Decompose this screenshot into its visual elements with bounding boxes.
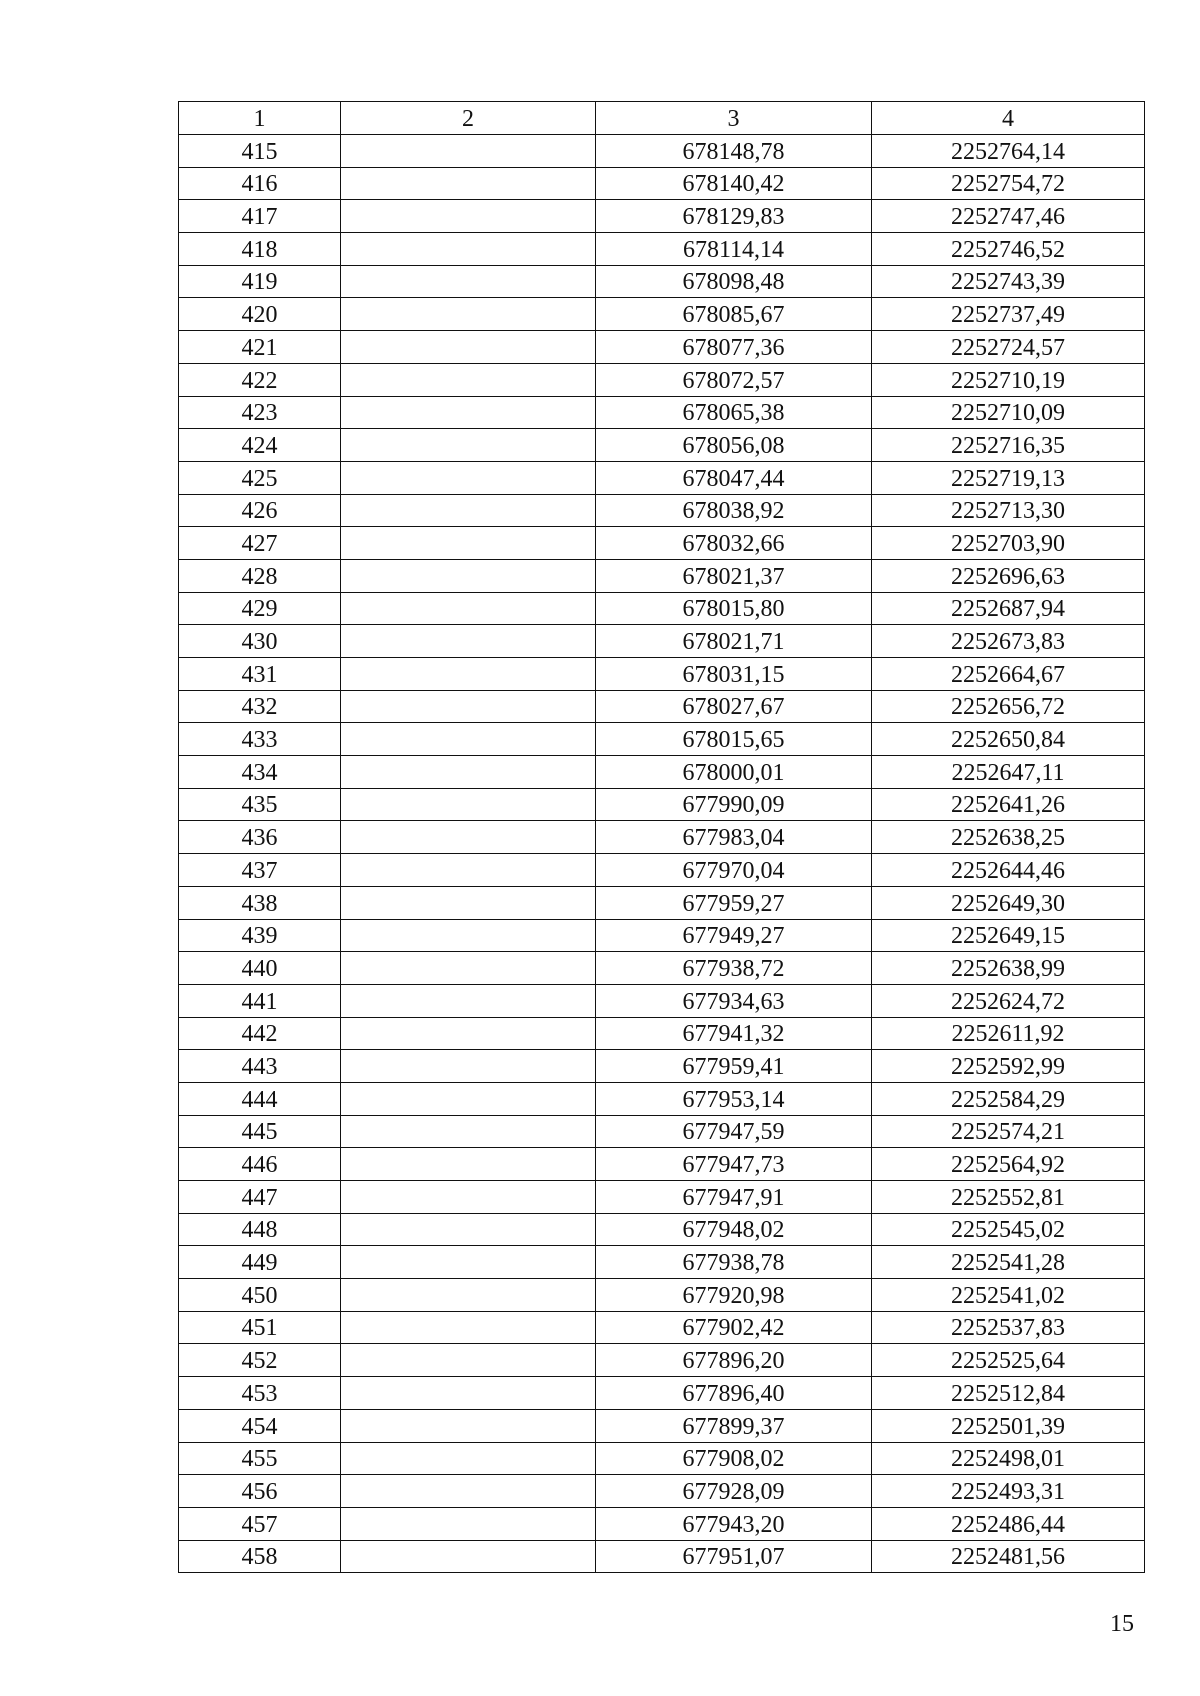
empty-cell	[341, 821, 596, 854]
empty-cell	[341, 331, 596, 364]
empty-cell	[341, 298, 596, 331]
y-coordinate-cell: 2252649,15	[872, 919, 1145, 952]
empty-cell	[341, 1115, 596, 1148]
x-coordinate-cell: 678015,65	[596, 723, 872, 756]
table-row	[179, 265, 1145, 298]
table-row	[179, 527, 1145, 560]
y-coordinate-cell: 2252764,14	[872, 135, 1145, 168]
point-number-cell: 458	[179, 1540, 341, 1573]
x-coordinate-cell: 677990,09	[596, 788, 872, 821]
point-number-cell: 451	[179, 1311, 341, 1344]
table-row	[179, 1377, 1145, 1410]
x-coordinate-cell: 677949,27	[596, 919, 872, 952]
table-row	[179, 886, 1145, 919]
table-row	[179, 331, 1145, 364]
table-row	[179, 1475, 1145, 1508]
empty-cell	[341, 854, 596, 887]
x-coordinate-cell: 677943,20	[596, 1507, 872, 1540]
point-number-cell: 433	[179, 723, 341, 756]
y-coordinate-cell: 2252486,44	[872, 1507, 1145, 1540]
x-coordinate-cell: 677902,42	[596, 1311, 872, 1344]
point-number-cell: 445	[179, 1115, 341, 1148]
x-coordinate-cell: 678056,08	[596, 429, 872, 462]
table-body	[179, 135, 1145, 1573]
x-coordinate-cell: 678129,83	[596, 200, 872, 233]
point-number-cell: 441	[179, 984, 341, 1017]
empty-cell	[341, 1279, 596, 1312]
table-row	[179, 756, 1145, 789]
empty-cell	[341, 1246, 596, 1279]
empty-cell	[341, 233, 596, 266]
x-coordinate-cell: 677934,63	[596, 984, 872, 1017]
x-coordinate-cell: 677928,09	[596, 1475, 872, 1508]
table-row	[179, 658, 1145, 691]
y-coordinate-cell: 2252703,90	[872, 527, 1145, 560]
x-coordinate-cell: 678047,44	[596, 461, 872, 494]
table-row	[179, 1181, 1145, 1214]
x-coordinate-cell: 677959,41	[596, 1050, 872, 1083]
y-coordinate-cell: 2252501,39	[872, 1409, 1145, 1442]
y-coordinate-cell: 2252641,26	[872, 788, 1145, 821]
x-coordinate-cell: 678140,42	[596, 167, 872, 200]
point-number-cell: 436	[179, 821, 341, 854]
x-coordinate-cell: 677983,04	[596, 821, 872, 854]
table-row	[179, 1115, 1145, 1148]
table-row	[179, 592, 1145, 625]
x-coordinate-cell: 677896,20	[596, 1344, 872, 1377]
table-row	[179, 429, 1145, 462]
point-number-cell: 423	[179, 396, 341, 429]
x-coordinate-cell: 677951,07	[596, 1540, 872, 1573]
table-row	[179, 625, 1145, 658]
y-coordinate-cell: 2252696,63	[872, 559, 1145, 592]
column-header-4: 4	[872, 102, 1145, 135]
empty-cell	[341, 494, 596, 527]
table-row	[179, 919, 1145, 952]
x-coordinate-cell: 678038,92	[596, 494, 872, 527]
point-number-cell: 455	[179, 1442, 341, 1475]
y-coordinate-cell: 2252545,02	[872, 1213, 1145, 1246]
point-number-cell: 454	[179, 1409, 341, 1442]
empty-cell	[341, 1409, 596, 1442]
point-number-cell: 431	[179, 658, 341, 691]
x-coordinate-cell: 678031,15	[596, 658, 872, 691]
point-number-cell: 427	[179, 527, 341, 560]
empty-cell	[341, 690, 596, 723]
table-row	[179, 1442, 1145, 1475]
point-number-cell: 456	[179, 1475, 341, 1508]
x-coordinate-cell: 678098,48	[596, 265, 872, 298]
point-number-cell: 420	[179, 298, 341, 331]
x-coordinate-cell: 678021,37	[596, 559, 872, 592]
x-coordinate-cell: 678065,38	[596, 396, 872, 429]
x-coordinate-cell: 677947,73	[596, 1148, 872, 1181]
table-row	[179, 167, 1145, 200]
point-number-cell: 452	[179, 1344, 341, 1377]
x-coordinate-cell: 677938,72	[596, 952, 872, 985]
page-number: 15	[1110, 1611, 1134, 1637]
x-coordinate-cell: 677947,59	[596, 1115, 872, 1148]
x-coordinate-cell: 678148,78	[596, 135, 872, 168]
table-row	[179, 1082, 1145, 1115]
point-number-cell: 432	[179, 690, 341, 723]
y-coordinate-cell: 2252624,72	[872, 984, 1145, 1017]
table-row	[179, 723, 1145, 756]
table-row	[179, 1311, 1145, 1344]
empty-cell	[341, 429, 596, 462]
x-coordinate-cell: 677959,27	[596, 886, 872, 919]
empty-cell	[341, 527, 596, 560]
point-number-cell: 457	[179, 1507, 341, 1540]
y-coordinate-cell: 2252498,01	[872, 1442, 1145, 1475]
x-coordinate-cell: 677948,02	[596, 1213, 872, 1246]
point-number-cell: 450	[179, 1279, 341, 1312]
x-coordinate-cell: 677908,02	[596, 1442, 872, 1475]
point-number-cell: 453	[179, 1377, 341, 1410]
table-row	[179, 298, 1145, 331]
point-number-cell: 425	[179, 461, 341, 494]
x-coordinate-cell: 677947,91	[596, 1181, 872, 1214]
y-coordinate-cell: 2252713,30	[872, 494, 1145, 527]
x-coordinate-cell: 678021,71	[596, 625, 872, 658]
point-number-cell: 416	[179, 167, 341, 200]
y-coordinate-cell: 2252747,46	[872, 200, 1145, 233]
y-coordinate-cell: 2252574,21	[872, 1115, 1145, 1148]
point-number-cell: 417	[179, 200, 341, 233]
point-number-cell: 419	[179, 265, 341, 298]
point-number-cell: 430	[179, 625, 341, 658]
empty-cell	[341, 200, 596, 233]
empty-cell	[341, 1213, 596, 1246]
empty-cell	[341, 1344, 596, 1377]
column-header-3: 3	[596, 102, 872, 135]
table-header-row	[179, 102, 1145, 135]
y-coordinate-cell: 2252754,72	[872, 167, 1145, 200]
y-coordinate-cell: 2252656,72	[872, 690, 1145, 723]
empty-cell	[341, 1540, 596, 1573]
point-number-cell: 424	[179, 429, 341, 462]
table-row	[179, 461, 1145, 494]
y-coordinate-cell: 2252743,39	[872, 265, 1145, 298]
empty-cell	[341, 1475, 596, 1508]
y-coordinate-cell: 2252584,29	[872, 1082, 1145, 1115]
x-coordinate-cell: 677970,04	[596, 854, 872, 887]
point-number-cell: 429	[179, 592, 341, 625]
coordinates-table	[178, 101, 1145, 1573]
y-coordinate-cell: 2252512,84	[872, 1377, 1145, 1410]
point-number-cell: 439	[179, 919, 341, 952]
empty-cell	[341, 1442, 596, 1475]
table-row	[179, 1540, 1145, 1573]
empty-cell	[341, 1148, 596, 1181]
empty-cell	[341, 1050, 596, 1083]
point-number-cell: 435	[179, 788, 341, 821]
y-coordinate-cell: 2252552,81	[872, 1181, 1145, 1214]
table-row	[179, 1246, 1145, 1279]
table-row	[179, 1344, 1145, 1377]
y-coordinate-cell: 2252737,49	[872, 298, 1145, 331]
empty-cell	[341, 461, 596, 494]
empty-cell	[341, 756, 596, 789]
empty-cell	[341, 952, 596, 985]
table-row	[179, 363, 1145, 396]
y-coordinate-cell: 2252719,13	[872, 461, 1145, 494]
y-coordinate-cell: 2252647,11	[872, 756, 1145, 789]
table-row	[179, 1017, 1145, 1050]
empty-cell	[341, 265, 596, 298]
table-row	[179, 821, 1145, 854]
point-number-cell: 415	[179, 135, 341, 168]
y-coordinate-cell: 2252650,84	[872, 723, 1145, 756]
y-coordinate-cell: 2252592,99	[872, 1050, 1145, 1083]
empty-cell	[341, 1017, 596, 1050]
x-coordinate-cell: 677938,78	[596, 1246, 872, 1279]
empty-cell	[341, 559, 596, 592]
y-coordinate-cell: 2252724,57	[872, 331, 1145, 364]
point-number-cell: 422	[179, 363, 341, 396]
point-number-cell: 440	[179, 952, 341, 985]
empty-cell	[341, 1377, 596, 1410]
point-number-cell: 442	[179, 1017, 341, 1050]
table-row	[179, 984, 1145, 1017]
empty-cell	[341, 625, 596, 658]
y-coordinate-cell: 2252541,02	[872, 1279, 1145, 1312]
empty-cell	[341, 723, 596, 756]
y-coordinate-cell: 2252687,94	[872, 592, 1145, 625]
empty-cell	[341, 1181, 596, 1214]
table-row	[179, 1409, 1145, 1442]
x-coordinate-cell: 678114,14	[596, 233, 872, 266]
y-coordinate-cell: 2252638,25	[872, 821, 1145, 854]
empty-cell	[341, 1082, 596, 1115]
point-number-cell: 449	[179, 1246, 341, 1279]
y-coordinate-cell: 2252710,19	[872, 363, 1145, 396]
table-row	[179, 1050, 1145, 1083]
table-row	[179, 1279, 1145, 1312]
y-coordinate-cell: 2252481,56	[872, 1540, 1145, 1573]
table-row	[179, 559, 1145, 592]
point-number-cell: 447	[179, 1181, 341, 1214]
point-number-cell: 448	[179, 1213, 341, 1246]
point-number-cell: 446	[179, 1148, 341, 1181]
empty-cell	[341, 919, 596, 952]
table-row	[179, 952, 1145, 985]
empty-cell	[341, 1507, 596, 1540]
column-header-1: 1	[179, 102, 341, 135]
table-row	[179, 1213, 1145, 1246]
y-coordinate-cell: 2252493,31	[872, 1475, 1145, 1508]
point-number-cell: 421	[179, 331, 341, 364]
y-coordinate-cell: 2252638,99	[872, 952, 1145, 985]
point-number-cell: 418	[179, 233, 341, 266]
y-coordinate-cell: 2252664,67	[872, 658, 1145, 691]
empty-cell	[341, 135, 596, 168]
table-row	[179, 135, 1145, 168]
table-row	[179, 788, 1145, 821]
y-coordinate-cell: 2252537,83	[872, 1311, 1145, 1344]
table-row	[179, 1148, 1145, 1181]
point-number-cell: 428	[179, 559, 341, 592]
point-number-cell: 437	[179, 854, 341, 887]
x-coordinate-cell: 678077,36	[596, 331, 872, 364]
x-coordinate-cell: 677941,32	[596, 1017, 872, 1050]
empty-cell	[341, 363, 596, 396]
table-row	[179, 200, 1145, 233]
y-coordinate-cell: 2252564,92	[872, 1148, 1145, 1181]
y-coordinate-cell: 2252611,92	[872, 1017, 1145, 1050]
x-coordinate-cell: 678072,57	[596, 363, 872, 396]
y-coordinate-cell: 2252710,09	[872, 396, 1145, 429]
y-coordinate-cell: 2252649,30	[872, 886, 1145, 919]
table-row	[179, 494, 1145, 527]
y-coordinate-cell: 2252644,46	[872, 854, 1145, 887]
table-row	[179, 396, 1145, 429]
point-number-cell: 426	[179, 494, 341, 527]
point-number-cell: 438	[179, 886, 341, 919]
empty-cell	[341, 984, 596, 1017]
x-coordinate-cell: 678015,80	[596, 592, 872, 625]
table-row	[179, 854, 1145, 887]
point-number-cell: 444	[179, 1082, 341, 1115]
x-coordinate-cell: 677899,37	[596, 1409, 872, 1442]
table-row	[179, 233, 1145, 266]
x-coordinate-cell: 677920,98	[596, 1279, 872, 1312]
empty-cell	[341, 592, 596, 625]
point-number-cell: 443	[179, 1050, 341, 1083]
x-coordinate-cell: 677953,14	[596, 1082, 872, 1115]
empty-cell	[341, 886, 596, 919]
empty-cell	[341, 658, 596, 691]
x-coordinate-cell: 678032,66	[596, 527, 872, 560]
point-number-cell: 434	[179, 756, 341, 789]
x-coordinate-cell: 678000,01	[596, 756, 872, 789]
empty-cell	[341, 788, 596, 821]
y-coordinate-cell: 2252525,64	[872, 1344, 1145, 1377]
empty-cell	[341, 396, 596, 429]
empty-cell	[341, 167, 596, 200]
y-coordinate-cell: 2252746,52	[872, 233, 1145, 266]
column-header-2: 2	[341, 102, 596, 135]
empty-cell	[341, 1311, 596, 1344]
y-coordinate-cell: 2252541,28	[872, 1246, 1145, 1279]
table-row	[179, 1507, 1145, 1540]
y-coordinate-cell: 2252716,35	[872, 429, 1145, 462]
x-coordinate-cell: 677896,40	[596, 1377, 872, 1410]
x-coordinate-cell: 678085,67	[596, 298, 872, 331]
y-coordinate-cell: 2252673,83	[872, 625, 1145, 658]
x-coordinate-cell: 678027,67	[596, 690, 872, 723]
table-row	[179, 690, 1145, 723]
